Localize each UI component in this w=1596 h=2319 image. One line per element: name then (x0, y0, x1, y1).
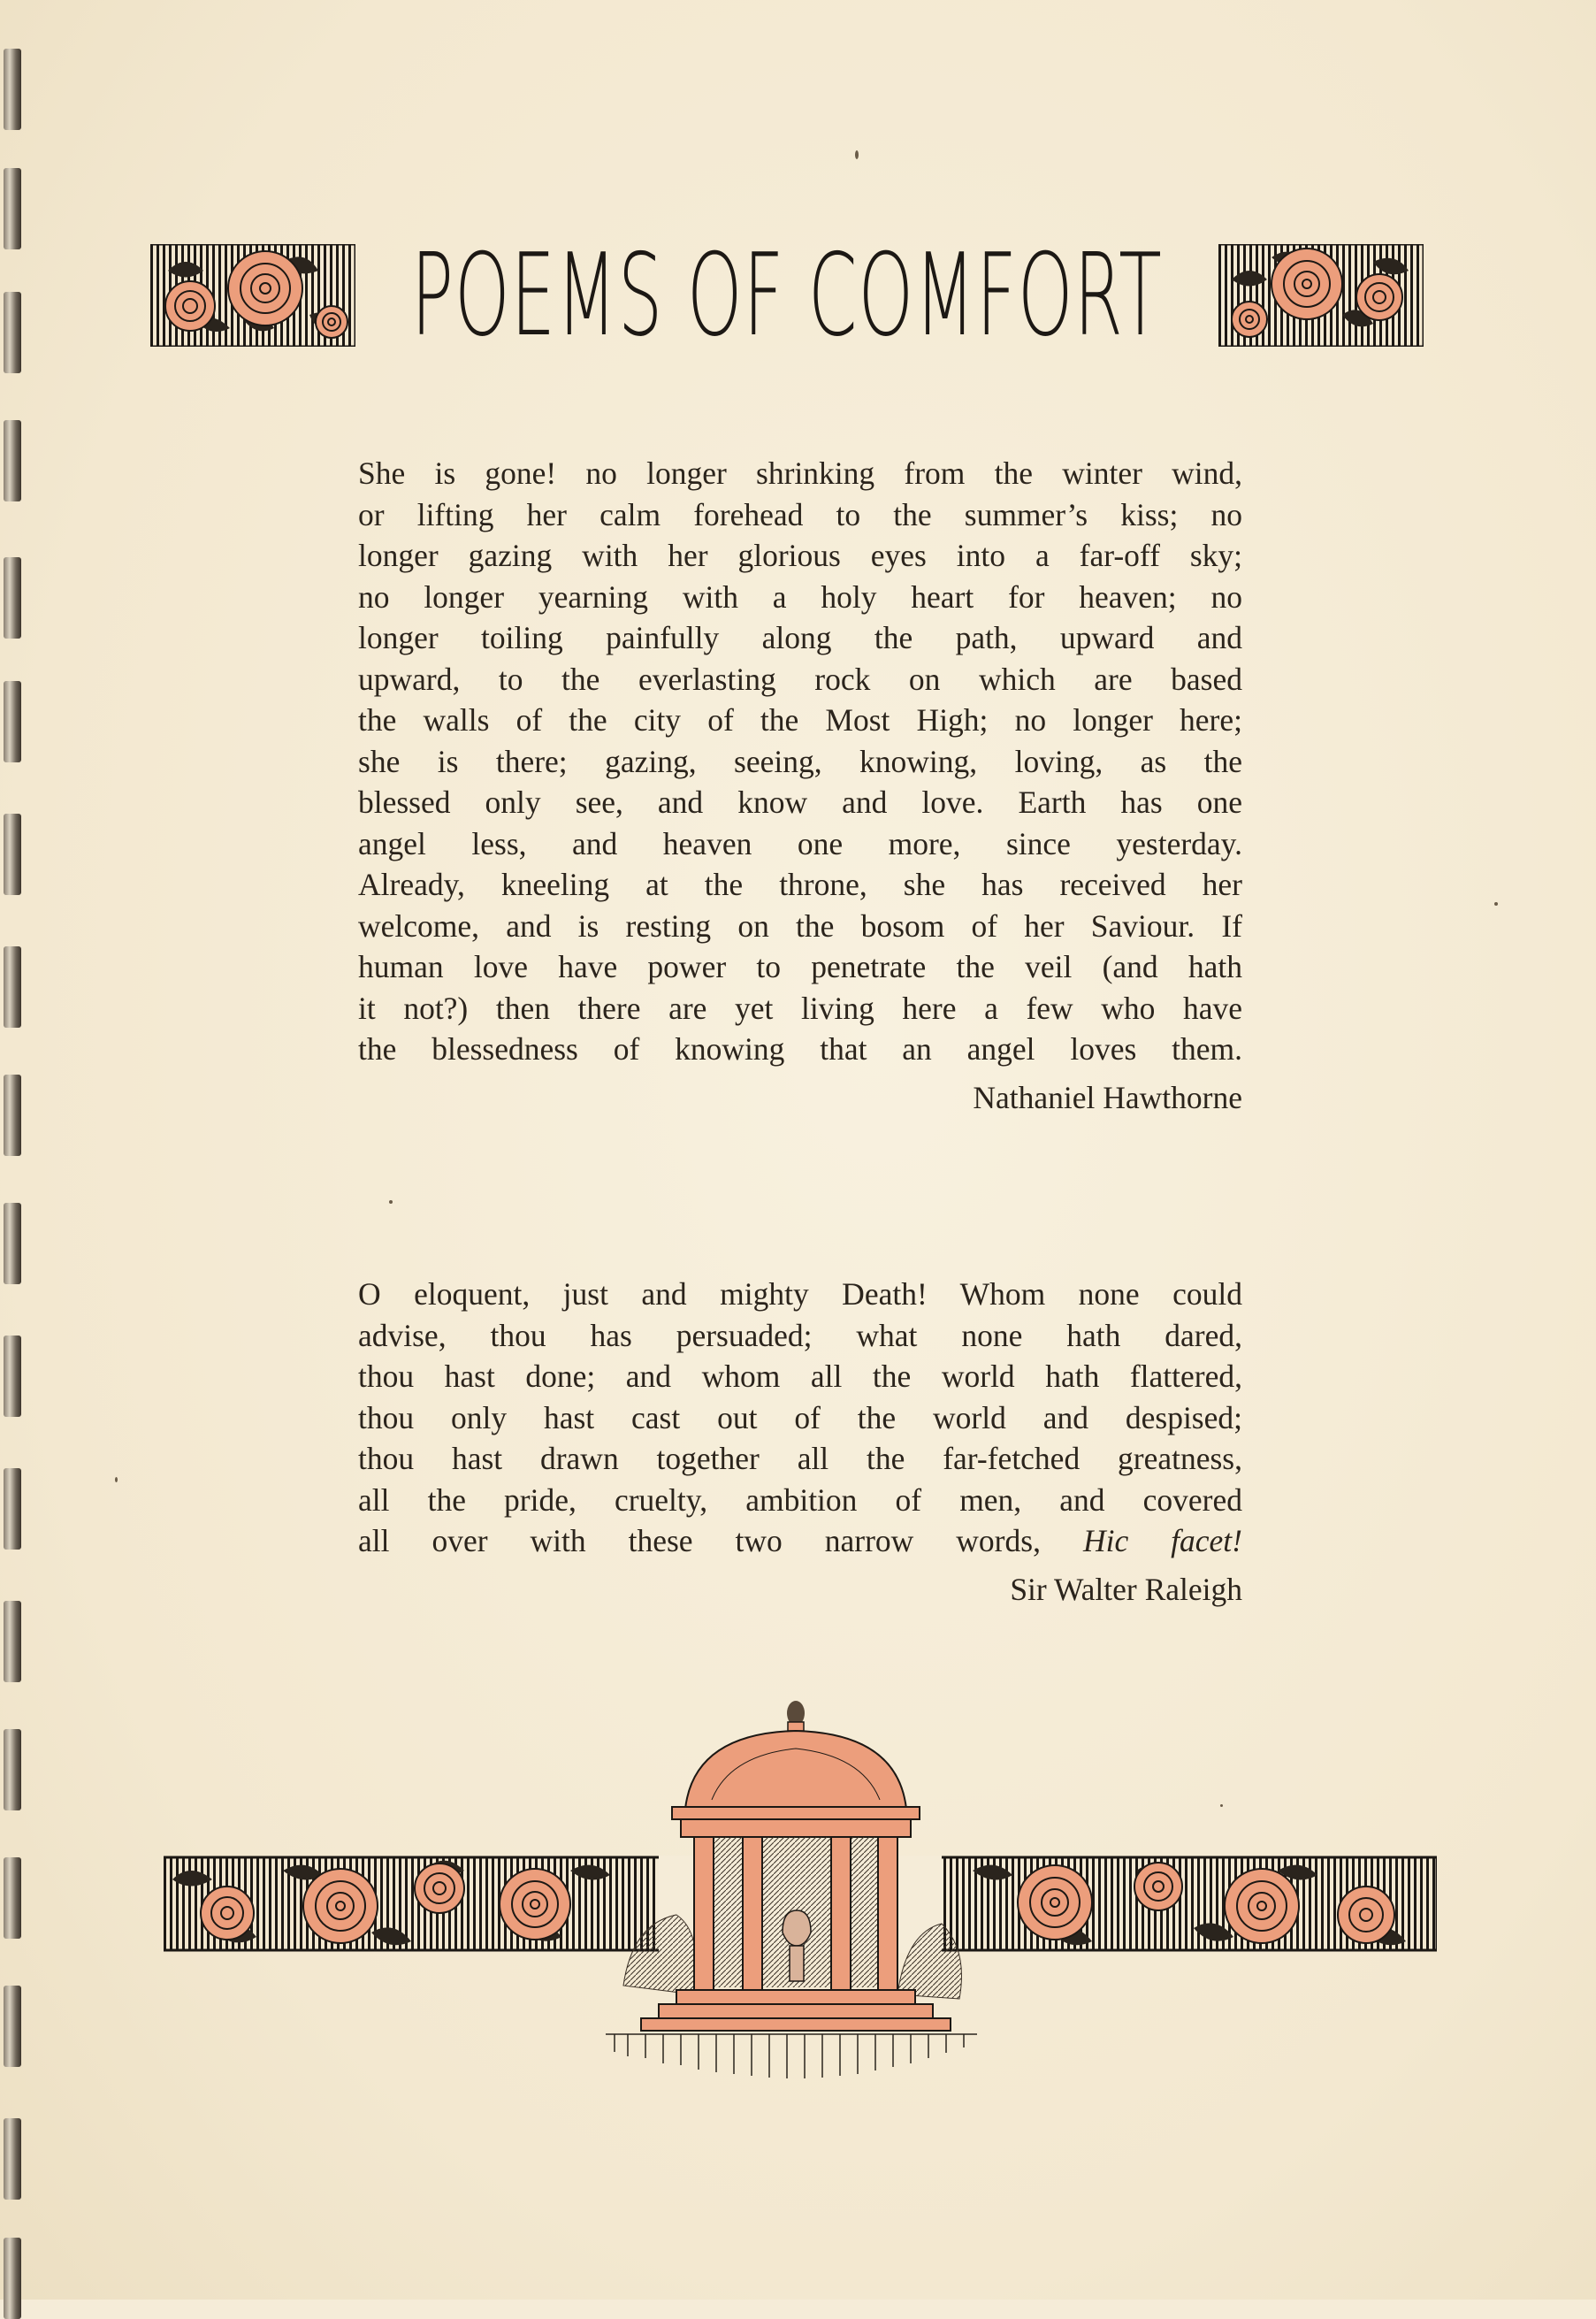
binding-hole (4, 814, 21, 895)
text-line: thou hast drawn together all the far-fetched greatness, (358, 1441, 1242, 1476)
binding-hole (4, 420, 21, 501)
page-title: POEMS OF COMFORT (410, 230, 1164, 362)
text-line: Already, kneeling at the throne, she has received her (358, 867, 1242, 902)
text-line: human love have power to penetrate the veil (and hath (358, 949, 1242, 984)
text-line: angel less, and heaven one more, since yesterday. (358, 825, 1242, 861)
binding-hole (4, 1336, 21, 1417)
text-line: thou only hast cast out of the world and despised; (358, 1399, 1242, 1435)
text-line: thou hast done; and whom all the world hath flattered, (358, 1358, 1242, 1394)
binding-hole (4, 292, 21, 373)
latin-phrase: Hic facet! (1082, 1523, 1242, 1558)
text-line: advise, thou has persuaded; what none hath dared, (358, 1317, 1242, 1353)
paper-speck (389, 1200, 393, 1204)
binding-hole (4, 168, 21, 249)
text-line: upward, to the everlasting rock on which are based (358, 661, 1242, 697)
binding-hole (4, 2118, 21, 2200)
text-line: it not?) then there are yet living here a few who have (358, 990, 1242, 1026)
text-line (358, 1520, 1242, 1562)
page-header (150, 230, 1424, 362)
binding-hole (4, 1468, 21, 1550)
text-line: no longer yearning with a holy heart for heaven; no (358, 578, 1242, 615)
text-segment: all over with these two narrow words, (358, 1523, 1041, 1558)
author-attribution: Sir Walter Raleigh (1010, 1571, 1242, 1607)
binding-hole (4, 1729, 21, 1810)
text-line: longer toiling painfully along the path, upward and (358, 620, 1242, 655)
text-line: She is gone! no longer shrinking from the winter wind, (358, 455, 1242, 491)
binding-hole (4, 1075, 21, 1156)
spiral-binding (0, 35, 35, 2282)
text-line: or lifting her calm forehead to the summer’s kiss; no (358, 496, 1242, 532)
rose-border-with-gazebo-illustration-icon (164, 1694, 1437, 2101)
rose-cluster-ornament-icon (150, 244, 355, 347)
text-line: she is there; gazing, seeing, knowing, loving, as the (358, 743, 1242, 779)
text-line: the blessedness of knowing that an angel loves them. (358, 1031, 1242, 1067)
binding-hole (4, 1986, 21, 2067)
text-line: all the pride, cruelty, ambition of men, and covered (358, 1481, 1242, 1518)
passage-raleigh (358, 1274, 1242, 1610)
author-attribution: Nathaniel Hawthorne (973, 1079, 1242, 1115)
text-line: longer gazing with her glorious eyes into a far-off sky; (358, 538, 1242, 573)
binding-hole (4, 49, 21, 130)
binding-hole (4, 557, 21, 639)
binding-hole (4, 1203, 21, 1284)
binding-hole (4, 946, 21, 1028)
binding-hole (4, 681, 21, 762)
text-line: O eloquent, just and mighty Death! Whom none could (358, 1276, 1242, 1312)
text-line: blessed only see, and know and love. Earth has one (358, 784, 1242, 820)
text-line: the walls of the city of the Most High; no longer here; (358, 702, 1242, 738)
passage-hawthorne (358, 453, 1242, 1118)
paper-speck (855, 150, 859, 159)
text-line: welcome, and is resting on the bosom of her Saviour. If (358, 907, 1242, 944)
rose-cluster-ornament-icon (1218, 244, 1424, 347)
paper-speck (115, 1477, 118, 1482)
binding-hole (4, 2238, 21, 2319)
paper-speck (1494, 902, 1498, 906)
binding-hole (4, 1601, 21, 1682)
binding-hole (4, 1857, 21, 1939)
